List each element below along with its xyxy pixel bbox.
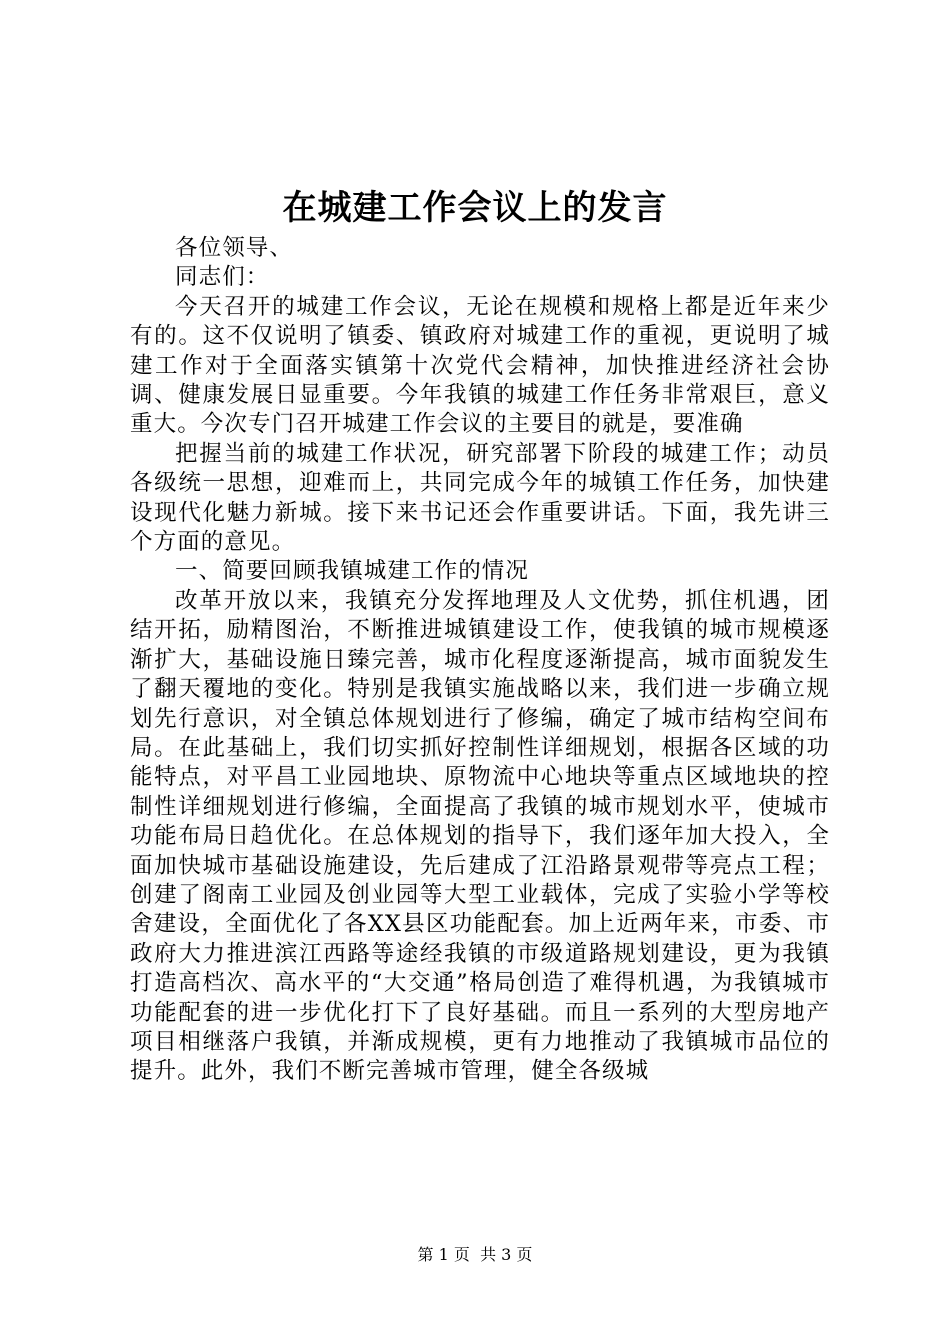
page-number-footer: 第 1 页 共 3 页 bbox=[417, 1245, 533, 1264]
body-paragraph: 把握当前的城建工作状况，研究部署下阶段的城建工作；动员各级统一思想，迎难而上，共同完成今年的城镇工作任务，加快建设现代化魅力新城。接下来书记还会作重要讲话。下面，我先讲三个方面的意见。 bbox=[130, 440, 830, 556]
body-paragraph: 改革开放以来，我镇充分发挥地理及人文优势，抓住机遇，团结开拓，励精图治，不断推进城镇建设工作，使我镇的城市规模逐渐扩大，基础设施日臻完善，城市化程度逐渐提高，城市面貌发生了翻天覆地的变化。特别是我镇实施战略以来，我们进一步确立规划先行意识，对全镇总体规划进行了修编，确定了城市结构空间布局。在此基础上，我们切实抓好控制性详细规划，根据各区域的功能特点，对平昌工业园地块、原物流中心地块等重点区域地块的控制性详细规划进行修编，全面提高了我镇的城市规划水平，使城市功能布局日趋优化。在总体规划的指导下，我们逐年加大投入，全面加快城市基础设施建设，先后建成了江沿路景观带等亮点工程；创建了阁南工业园及创业园等大型工业载体，完成了实验小学等校舍建设，全面优化了各XX县区功能配套。加上近两年来，市委、市政府大力推进滨江西路等途经我镇的市级道路规划建设，更为我镇打造高档次、高水平的“大交通”格局创造了难得机遇，为我镇城市功能配套的进一步优化打下了良好基础。而且一系列的大型房地产项目相继落户我镇，并渐成规模，更有力地推动了我镇城市品位的提升。此外，我们不断完善城市管理，健全各级城 bbox=[130, 587, 830, 1085]
section-heading: 一、简要回顾我镇城建工作的情况 bbox=[175, 558, 530, 585]
document-title: 在城建工作会议上的发言 bbox=[282, 188, 668, 228]
salutation-line-2: 同志们： bbox=[175, 264, 270, 291]
body-paragraph: 今天召开的城建工作会议，无论在规模和规格上都是近年来少有的。这不仅说明了镇委、镇政府对城建工作的重视，更说明了城建工作对于全面落实镇第十次党代会精神，加快推进经济社会协调、健康发展日显重要。今年我镇的城建工作任务非常艰巨，意义重大。今次专门召开城建工作会议的主要目的就是，要准确 bbox=[130, 293, 830, 438]
document-body bbox=[130, 234, 830, 1087]
salutation-line-1: 各位领导、 bbox=[175, 235, 294, 261]
